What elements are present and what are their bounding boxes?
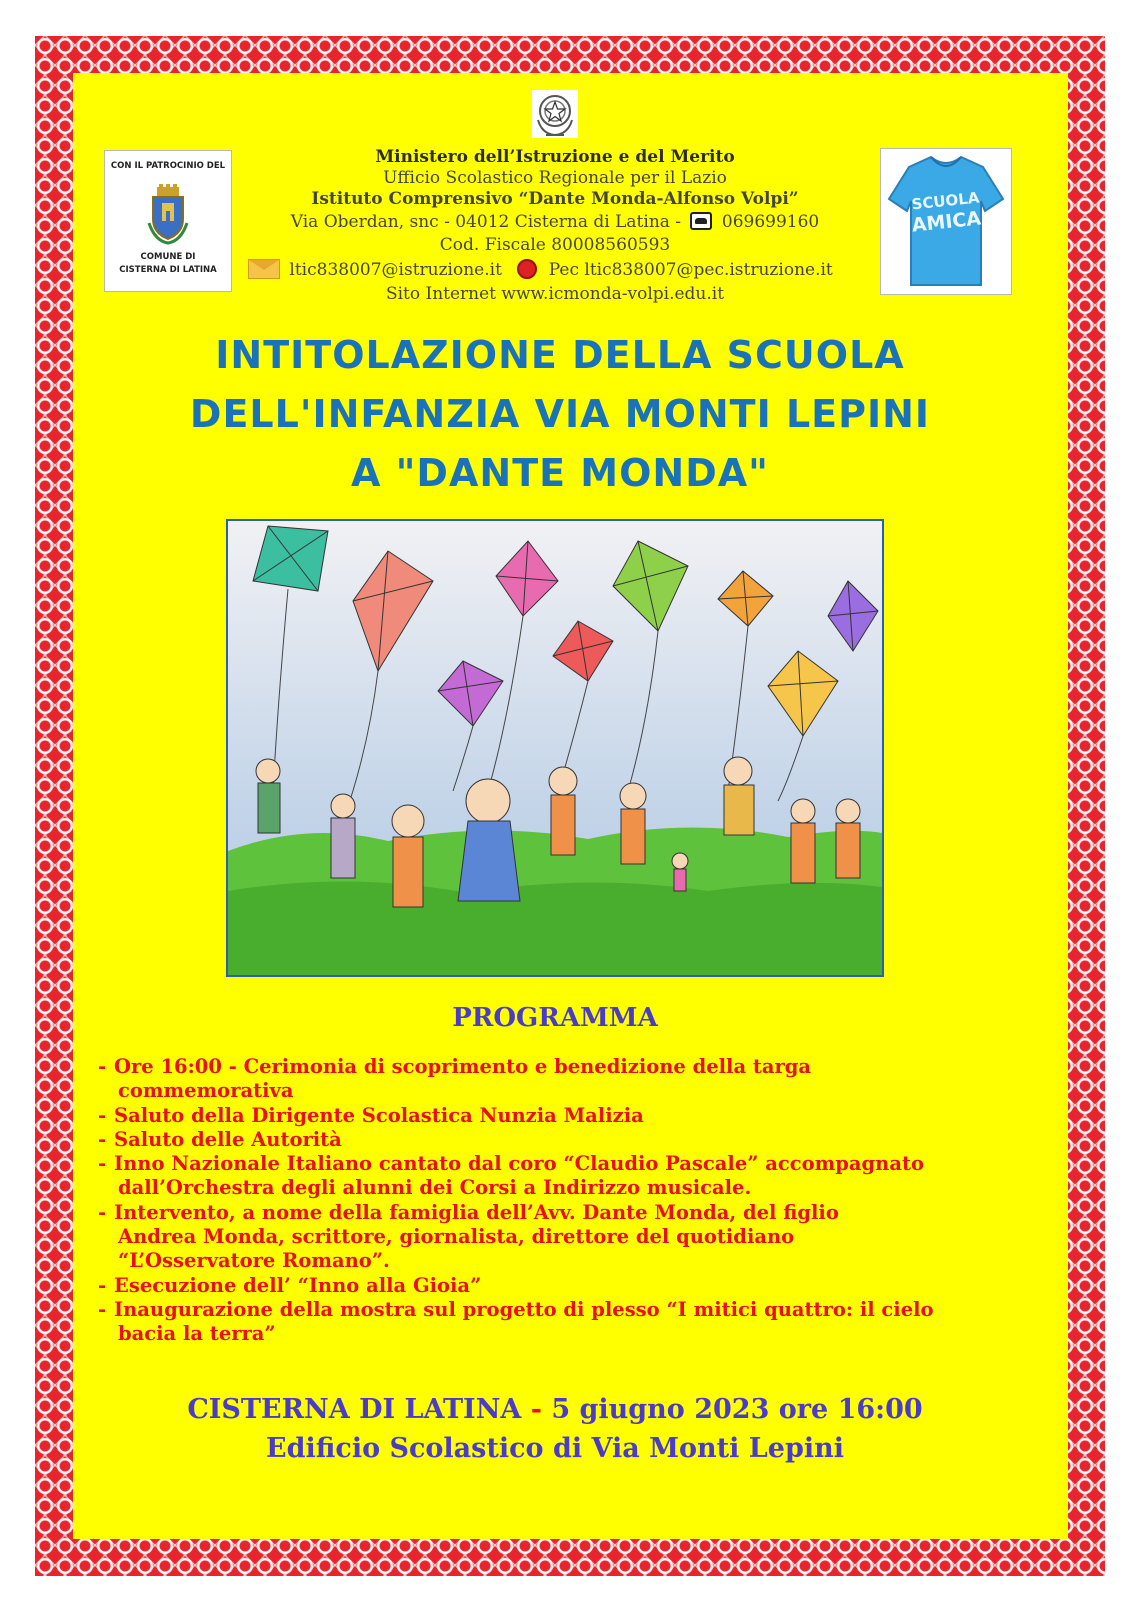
program-item-line1: Esecuzione dell’ “Inno alla Gioia” [114,1273,482,1297]
institute-name: Istituto Comprensivo “Dante Monda-Alfonso Volpi” [311,189,799,209]
program-item-line1: Saluto della Dirigente Scolastica Nunzia Malizia [114,1103,644,1127]
program-item: - Intervento, a nome della famiglia dell’Avv. Dante Monda, del figlio Andrea Monda, scrittore, giornalista, direttore del quotidiano “L’Osservatore Romano”. [98,1201,1058,1274]
star-emblem-icon [532,90,578,138]
program-item-line1: Intervento, a nome della famiglia dell’Avv. Dante Monda, del figlio [114,1200,839,1224]
website-line[interactable]: Sito Internet www.icmonda-volpi.edu.it [385,284,725,304]
title-line-1: INTITOLAZIONE DELLA SCUOLA [215,333,905,377]
program-item-line2: commemorativa [118,1079,294,1103]
program-item-line3: “L’Osservatore Romano”. [118,1249,390,1273]
program-item: - Ore 16:00 - Cerimonia di scoprimento e benedizione della targa commemorativa [98,1055,1058,1104]
program-item: - Esecuzione dell’ “Inno alla Gioia” [98,1273,482,1297]
italian-republic-emblem [532,90,578,138]
telephone-icon [690,212,712,230]
program-item: - Saluto delle Autorità [98,1127,342,1151]
fiscal-code: Cod. Fiscale 80008560593 [439,235,671,255]
program-item-line2: bacia la terra” [118,1322,276,1346]
program-item-line1: Ore 16:00 - Cerimonia di scoprimento e benedizione della targa [114,1055,812,1078]
tshirt-icon [881,149,1011,294]
kites-drawing-image [226,519,884,977]
event-place-date [0,1394,1110,1425]
event-datetime: 5 giugno 2023 ore 16:00 [551,1394,923,1425]
ministry-name: Ministero dell’Istruzione e del Merito [375,147,735,167]
event-separator: - [521,1394,552,1425]
program-heading: PROGRAMMA [452,1003,658,1033]
program-list [98,1055,1058,1347]
pec-seal-icon [517,259,537,279]
regional-office: Ufficio Scolastico Regionale per il Lazio [383,168,727,188]
title-line-2: DELL'INFANZIA VIA MONTI LEPINI [189,392,931,436]
program-item-line1: Inno Nazionale Italiano cantato dal coro “Claudio Pascale” accompagnato [114,1152,924,1176]
patronage-town-line1: COMUNE DI [140,252,196,262]
scuola-amica-logo [880,148,1012,295]
program-item-line1: Saluto delle Autorità [114,1127,342,1151]
event-place: CISTERNA DI LATINA [187,1394,522,1425]
patronage-town-line2: CISTERNA DI LATINA [119,265,217,275]
address-text: Via Oberdan, snc - 04012 Cisterna di Latina - [290,212,682,232]
badge-line1: SCUOLA [910,188,981,214]
patronage-logo [104,150,232,292]
pec-link[interactable]: Pec ltic838007@pec.istruzione.it [548,260,833,280]
municipal-crest-icon [147,183,189,245]
title-line-3: A "DANTE MONDA" [351,451,769,495]
patronage-label: CON IL PATROCINIO DEL [110,161,226,171]
email-link[interactable]: ltic838007@istruzione.it [289,260,502,280]
event-venue: Edificio Scolastico di Via Monti Lepini [266,1433,844,1464]
program-item: - Inno Nazionale Italiano cantato dal coro “Claudio Pascale” accompagnato dall’Orchestra degli alunni dei Corsi a Indirizzo musicale. [98,1152,1058,1201]
program-item: - Saluto della Dirigente Scolastica Nunzia Malizia [98,1103,644,1127]
envelope-icon [248,259,280,279]
program-item-line1: Inaugurazione della mostra sul progetto di plesso “I mitici quattro: il cielo [114,1297,934,1321]
program-item-line2: dall’Orchestra degli alunni dei Corsi a Indirizzo musicale. [118,1176,752,1200]
contact-row [248,258,888,282]
badge-line2: AMICA [910,207,983,237]
address-line [240,212,870,233]
program-item-line2: Andrea Monda, scrittore, giornalista, direttore del quotidiano [118,1225,795,1249]
program-item: - Inaugurazione della mostra sul progetto di plesso “I mitici quattro: il cielo bacia la terra” [98,1298,1058,1347]
phone-number: 069699160 [721,212,820,232]
